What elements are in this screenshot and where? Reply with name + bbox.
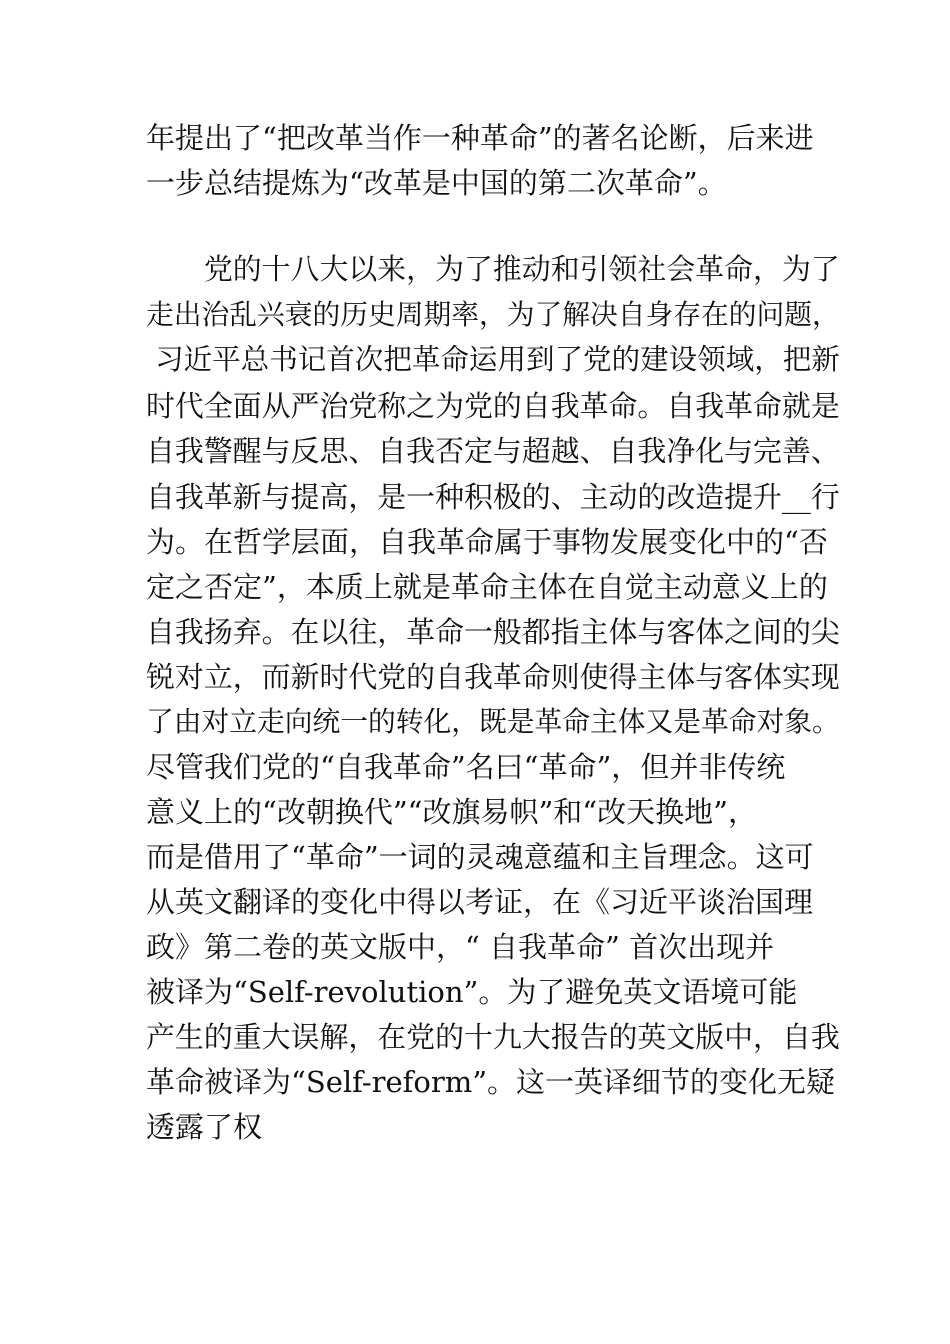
text-line: 自我警醒与反思、自我否定与超越、自我净化与完善、 [146, 434, 840, 468]
text-line: 意义上的“改朝换代”“改旗易帜”和“改天换地”， [146, 795, 757, 829]
text-line: 为。在哲学层面，自我革命属于事物发展变化中的“否 [146, 525, 828, 559]
text-line: 习近平总书记首次把革命运用到了党的建设领域，把新 [146, 343, 840, 376]
text-line: 自我革新与提高，是一种积极的、主动的改造提升__行 [146, 480, 840, 514]
text-line: 锐对立，而新时代党的自我革命则使得主体与客体实现 [146, 660, 840, 694]
text-line: 自我扬弃。在以往，革命一般都指主体与客体之间的尖 [146, 615, 840, 649]
text-line: 定之否定”，本质上就是革命主体在自觉主动意义上的 [146, 570, 828, 604]
text-line: 一步总结提炼为“改革是中国的第二次革命”。 [146, 166, 727, 200]
text-line: 走出治乱兴衰的历史周期率，为了解决自身存在的问题， [146, 298, 840, 331]
text-line: 政》第二卷的英文版中，“ 自我革命” 首次出现并 [146, 930, 775, 964]
text-line: 产生的重大误解，在党的十九大报告的英文版中，自我 [146, 1020, 840, 1054]
text-line: 革命被译为“Self-reform”。这一英译细节的变化无疑 [146, 1065, 836, 1099]
text-line: 透露了权 [146, 1110, 263, 1144]
text-line: 而是借用了“革命”一词的灵魂意蕴和主旨理念。这可 [146, 840, 814, 874]
text-line: 被译为“Self-revolution”。为了避免英文语境可能 [146, 975, 798, 1009]
text-line: 从英文翻译的变化中得以考证，在《习近平谈治国理 [146, 885, 814, 919]
text-line: 了由对立走向统一的转化，既是革命主体又是革命对象。 [146, 705, 840, 738]
text-line: 党的十八大以来，为了推动和引领社会革命，为了 [146, 252, 840, 286]
text-line: 时代全面从严治党称之为党的自我革命。自我革命就是 [146, 389, 840, 423]
text-line: 尽管我们党的“自我革命”名曰“革命”，但并非传统 [146, 750, 786, 784]
text-line: 年提出了“把改革当作一种革命”的著名论断，后来进 [146, 121, 814, 155]
